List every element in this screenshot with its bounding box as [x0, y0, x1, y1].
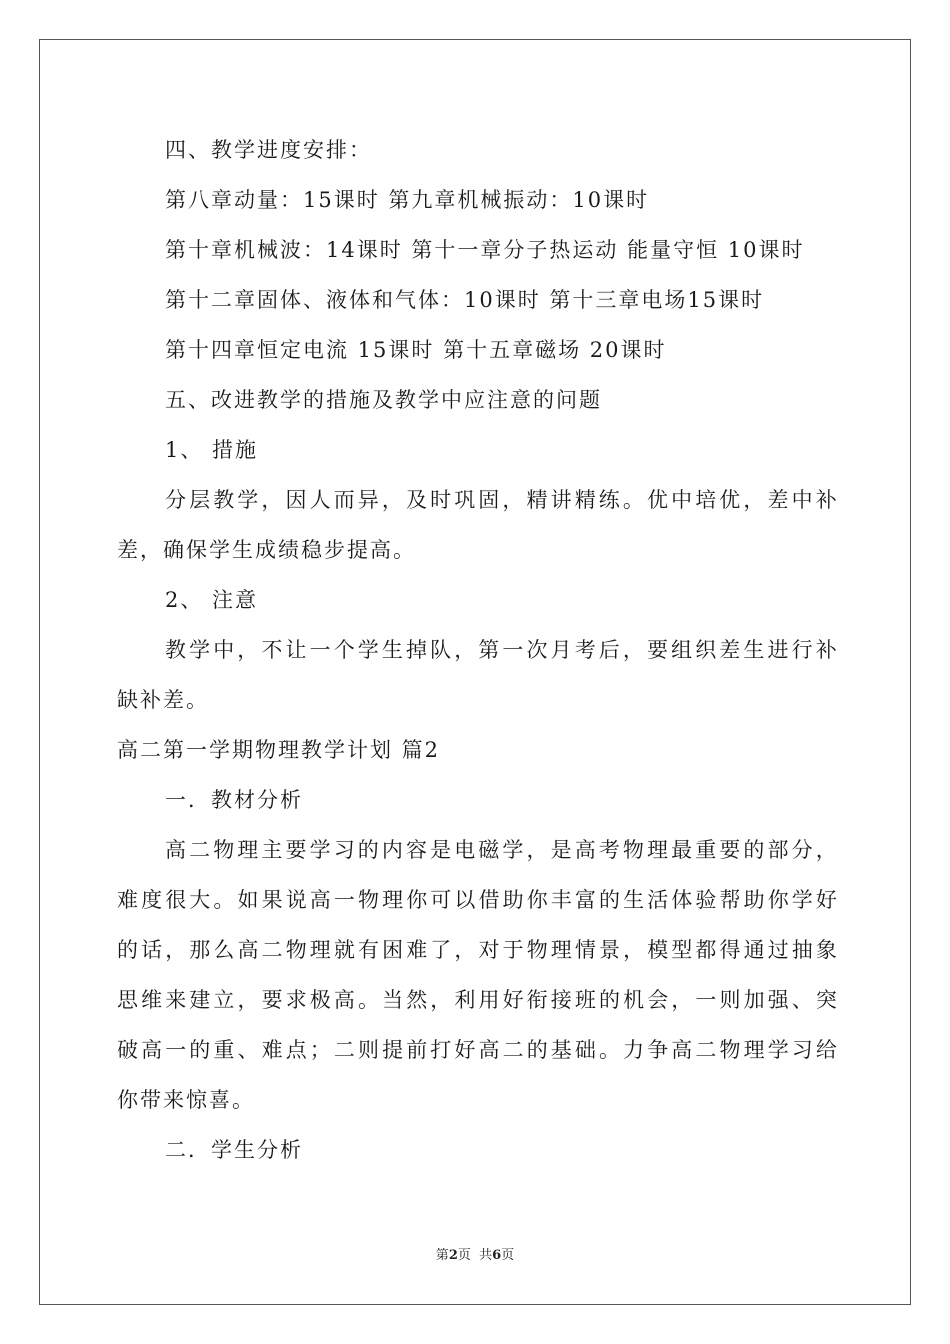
- schedule-line: 第十四章恒定电流 15课时 第十五章磁场 20课时: [165, 338, 667, 362]
- page-footer: [0, 1247, 950, 1265]
- paragraph-line: 的话，那么高二物理就有困难了，对于物理情景，模型都得通过抽象: [117, 938, 840, 962]
- paragraph-line: 差，确保学生成绩稳步提高。: [117, 538, 416, 562]
- subheading-notes: 2、 注意: [165, 588, 259, 612]
- section-heading-students: 二．学生分析: [165, 1138, 303, 1162]
- schedule-line: 第十二章固体、液体和气体：10课时 第十三章电场15课时: [165, 288, 765, 312]
- article-title: 高二第一学期物理教学计划 篇2: [117, 738, 441, 762]
- subheading-measures: 1、 措施: [165, 438, 259, 462]
- paragraph-line: 难度很大。如果说高一物理你可以借助你丰富的生活体验帮助你学好: [117, 888, 840, 912]
- paragraph-line: 分层教学，因人而异，及时巩固，精讲精练。优中培优，差中补: [165, 488, 840, 512]
- paragraph-line: 教学中，不让一个学生掉队，第一次月考后，要组织差生进行补: [165, 638, 840, 662]
- footer-mid: 页 共: [457, 1248, 493, 1263]
- page-frame: [39, 39, 911, 1305]
- paragraph-line: 缺补差。: [117, 688, 209, 712]
- footer-suffix: 页: [501, 1248, 515, 1263]
- paragraph-line: 思维来建立，要求极高。当然，利用好衔接班的机会，一则加强、突: [117, 988, 840, 1012]
- section-heading-materials: 一．教材分析: [165, 788, 303, 812]
- section-heading-schedule: 四、教学进度安排：: [165, 138, 372, 162]
- footer-prefix: 第: [435, 1248, 449, 1263]
- section-heading-improvements: 五、改进教学的措施及教学中应注意的问题: [165, 388, 602, 412]
- footer-total-pages: 6: [492, 1248, 502, 1263]
- paragraph-line: 破高一的重、难点；二则提前打好高二的基础。力争高二物理学习给: [117, 1038, 840, 1062]
- paragraph-line: 高二物理主要学习的内容是电磁学，是高考物理最重要的部分，: [165, 838, 840, 862]
- schedule-line: 第十章机械波：14课时 第十一章分子热运动 能量守恒 10课时: [165, 238, 805, 262]
- footer-page-number: 2: [448, 1248, 458, 1263]
- paragraph-line: 你带来惊喜。: [117, 1088, 255, 1112]
- schedule-line: 第八章动量：15课时 第九章机械振动：10课时: [165, 188, 650, 212]
